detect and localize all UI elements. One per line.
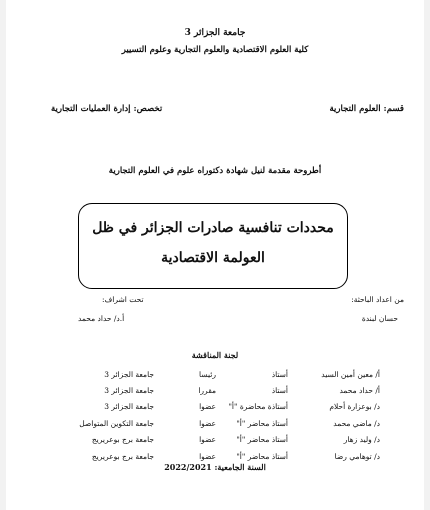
thesis-title-line-1: محددات تنافسية صادرات الجزائر في ظل [92, 220, 334, 236]
member-institution: جامعة الجزائر 3 [104, 369, 154, 379]
committee-table [50, 366, 380, 464]
student-label: من اعداد الباحثة: [351, 295, 404, 304]
faculty-name: كلية العلوم الاقتصادية والعلوم التجارية وعلوم التسيير [121, 45, 309, 55]
supervisor-label: تحت اشراف: [102, 295, 144, 304]
committee-row [50, 382, 380, 398]
document-page [6, 0, 424, 510]
specialty-label: تخصص: إدارة العمليات التجارية [51, 104, 163, 114]
member-rank: أستاذ [271, 369, 288, 379]
university-name: جامعة الجزائر 3 [184, 28, 246, 38]
member-rank: أستاذ محاضر "أ" [236, 418, 288, 428]
member-role: عضوا [199, 435, 216, 445]
member-institution: جامعة برج بوعريريج [91, 451, 154, 461]
member-name: د/ توهامي رضا [334, 451, 380, 461]
academic-year: السنة الجامعية: 2022/2021 [164, 462, 266, 472]
committee-row [50, 399, 380, 415]
member-name: د/ وليد زهار [343, 435, 380, 445]
committee-row [50, 432, 380, 448]
department-label: قسم: العلوم التجارية [329, 104, 404, 114]
member-role: عضوا [199, 402, 216, 412]
member-role: رئيسا [199, 369, 216, 379]
member-rank: أستاذ [271, 386, 288, 396]
member-institution: جامعة التكوين المتواصل [79, 418, 154, 428]
member-role: مقررا [198, 386, 216, 396]
supervisor-name: أ.د/ حداد محمد [78, 314, 125, 323]
member-rank: أستاذة محاضرة "أ" [228, 402, 288, 412]
thesis-title-box [78, 203, 348, 289]
member-name: د/ ماضي محمد [333, 418, 380, 428]
committee-heading: لجنة المناقشة [191, 350, 239, 360]
committee-row [50, 415, 380, 431]
member-role: عضوا [199, 418, 216, 428]
member-role: عضوا [199, 451, 216, 461]
thesis-statement: أطروحة مقدمة لنيل شهادة دكتوراه علوم في العلوم التجارية [108, 166, 322, 176]
member-name: أ/ معين أمين السيد [321, 369, 380, 379]
thesis-title-line-2: العولمة الاقتصادية [161, 250, 265, 266]
member-institution: جامعة الجزائر 3 [104, 402, 154, 412]
member-institution: جامعة برج بوعريريج [91, 435, 154, 445]
student-name: حسان لبندة [361, 314, 398, 323]
member-rank: أستاذ محاضر "أ" [236, 435, 288, 445]
member-name: د/ بوعزارة أحلام [329, 402, 380, 412]
committee-row [50, 366, 380, 382]
member-name: أ/ حداد محمد [339, 386, 380, 396]
member-rank: أستاذ محاضر "أ" [236, 451, 288, 461]
member-institution: جامعة الجزائر 3 [104, 386, 154, 396]
